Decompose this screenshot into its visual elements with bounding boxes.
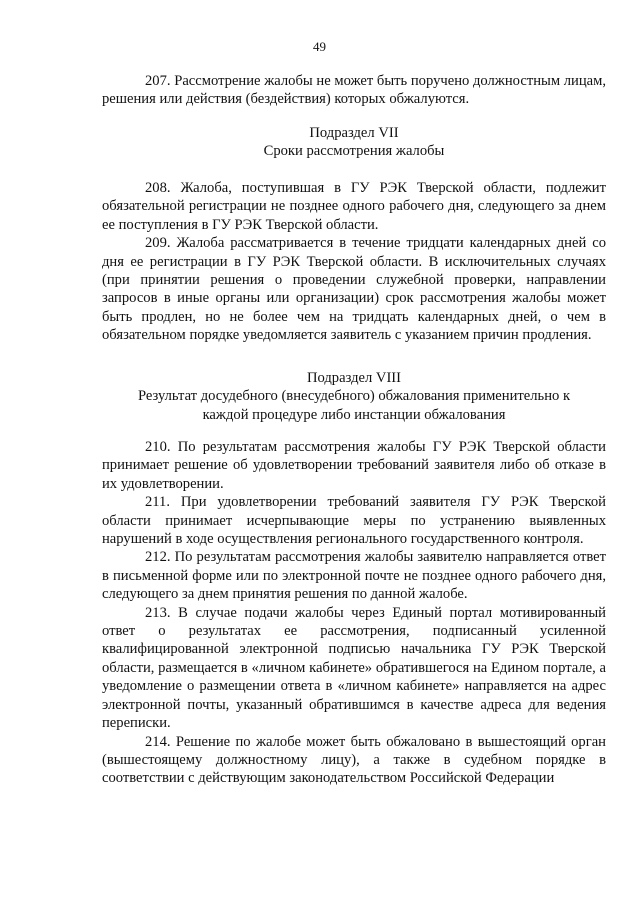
subsection-7-title: Подраздел VII bbox=[309, 125, 399, 141]
paragraph-212: 212. По результатам рассмотрения жалобы заявителю направляется ответ в письменной форме или по электронной почте не позднее одного рабочего дня, следующего за днем принятия решения по данной жалобе. bbox=[102, 549, 606, 603]
paragraphs-208-209 bbox=[102, 179, 606, 345]
paragraph-207: 207. Рассмотрение жалобы не может быть поручено должностным лицам, решения или действия (бездействия) которых обжалуются. bbox=[102, 73, 606, 108]
paragraph-210: 210. По результатам рассмотрения жалобы ГУ РЭК Тверской области принимает решение об удовлетворении требований заявителя либо об отказе в их удовлетворении. bbox=[102, 439, 606, 492]
paragraph-214: 214. Решение по жалобе может быть обжаловано в вышестоящий орган (вышестоящему должностному лицу), а также в судебном порядке в соответствии с действующим законодательством Российской Федерации bbox=[102, 733, 606, 787]
paragraph-213: 213. В случае подачи жалобы через Единый портал мотивированный ответ о результатах ее рассмотрения, подписанный усиленной квалифицированной электронной подписью начальника ГУ РЭК Тверской области, размещается в «личном кабинете» обратившегося на Едином портале, а уведомление о размещении ответа в «личном кабинете» направляется на адрес электронной почты, указанный обратившимся в качестве адреса для ведения переписки. bbox=[102, 604, 606, 732]
subsection-8-subtitle-line1: Результат досудебного (внесудебного) обжалования применительно к bbox=[137, 388, 571, 405]
subsection-8-title: Подраздел VIII bbox=[306, 370, 402, 386]
paragraphs-210-214 bbox=[102, 438, 606, 788]
paragraph-207-block bbox=[102, 72, 606, 109]
subsection-8-heading bbox=[102, 369, 606, 424]
paragraph-209: 209. Жалоба рассматривается в течение тридцати календарных дней со дня ее регистрации в ГУ РЭК Тверской области. В исключительных случаях (при принятии решения о проведении служебной проверки, направлении запросов в иные органы или организации) срок рассмотрения жалобы может быть продлен, но не более чем на тридцать календарных дней, о чем в обязательном порядке уведомляется заявитель с указанием причин продления. bbox=[102, 235, 606, 344]
subsection-7-heading bbox=[102, 124, 606, 161]
page-number: 49 bbox=[313, 39, 326, 54]
paragraph-208: 208. Жалоба, поступившая в ГУ РЭК Тверской области, подлежит обязательной регистрации не позднее одного рабочего дня, следующего за днем ее поступления в ГУ РЭК Тверской области. bbox=[102, 180, 606, 233]
paragraph-211: 211. При удовлетворении требований заявителя ГУ РЭК Тверской области принимает исчерпывающие меры по устранению выявленных нарушений в ходе осуществления регионального государственного контроля. bbox=[102, 494, 606, 548]
subsection-7-subtitle: Сроки рассмотрения жалобы bbox=[263, 143, 445, 160]
subsection-8-subtitle-line2: каждой процедуре либо инстанции обжалования bbox=[202, 406, 506, 423]
